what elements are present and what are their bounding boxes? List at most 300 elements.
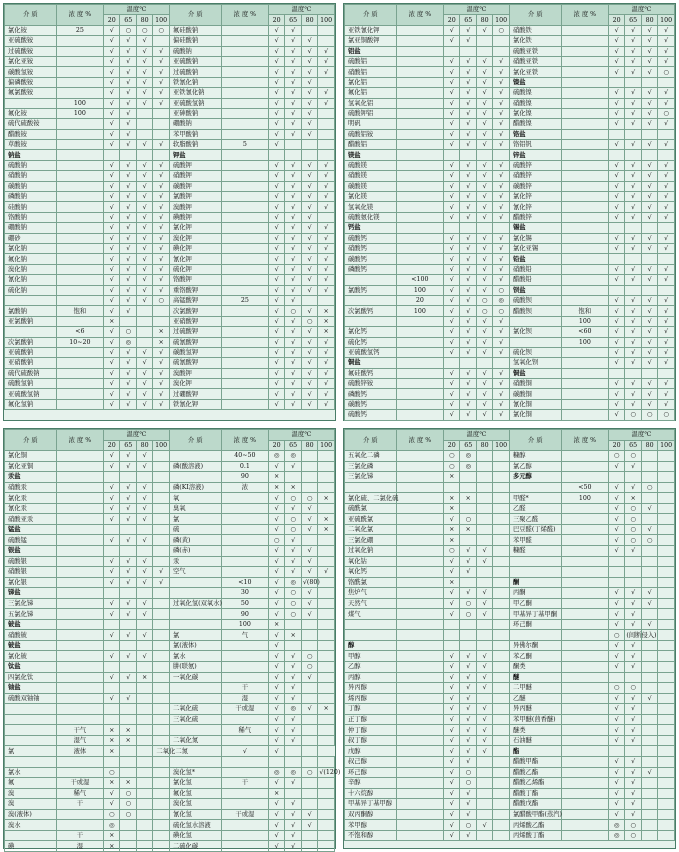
concentration-value	[221, 202, 268, 212]
rating-cell: √	[285, 108, 301, 118]
rating-cell: ○	[443, 451, 459, 462]
medium-name: 硫代硫酸铵	[5, 119, 57, 129]
concentration-value	[56, 140, 103, 150]
rating-cell: ×	[318, 514, 335, 525]
group-heading: 铅盐	[509, 254, 561, 264]
concentration-value	[221, 640, 268, 651]
rating-cell: √	[120, 285, 136, 295]
rating-cell	[120, 524, 136, 535]
rating-cell: √	[443, 368, 459, 378]
rating-cell	[493, 150, 510, 160]
table-row	[5, 640, 335, 651]
rating-cell: √	[608, 493, 624, 504]
rating-cell: √	[460, 788, 476, 799]
rating-cell: √	[460, 202, 476, 212]
rating-cell: √	[443, 746, 459, 757]
rating-cell: √	[658, 264, 675, 274]
medium-name: 过硫酸铵	[5, 46, 57, 56]
concentration-value	[396, 389, 443, 399]
rating-cell: √	[120, 129, 136, 139]
rating-cell	[641, 746, 657, 757]
rating-cell: ○	[285, 588, 301, 599]
medium-name: 氟化铵	[5, 108, 57, 118]
concentration-value	[561, 275, 608, 285]
rating-cell	[120, 546, 136, 557]
rating-cell: √	[608, 778, 624, 789]
medium-name: 氰化钠	[5, 275, 57, 285]
table-row	[5, 619, 335, 630]
concentration-value	[221, 535, 268, 546]
concentration-value	[221, 788, 268, 799]
rating-cell	[641, 683, 657, 694]
medium-name: 碘	[5, 841, 57, 852]
medium-name: 过硫酸钾	[169, 327, 221, 337]
rating-cell: √	[460, 347, 476, 357]
table-row	[5, 472, 335, 483]
medium-name	[509, 567, 561, 578]
rating-cell: √	[493, 212, 510, 222]
table-row	[345, 88, 675, 98]
concentration-value	[221, 88, 268, 98]
medium-name: 醋酸镍	[509, 119, 561, 129]
rating-cell: √	[608, 347, 624, 357]
medium-name: 三氧化硫	[169, 714, 221, 725]
rating-cell: √	[608, 735, 624, 746]
rating-cell: √	[460, 316, 476, 326]
rating-cell	[443, 150, 459, 160]
medium-name: 氯醋酸甲酯(蒸汽)	[509, 809, 561, 820]
concentration-value	[561, 223, 608, 233]
rating-cell	[318, 788, 335, 799]
rating-cell	[658, 577, 675, 588]
medium-name: 磷(黄)	[169, 535, 221, 546]
rating-cell: √	[658, 306, 675, 316]
rating-cell: √	[658, 337, 675, 347]
rating-cell	[153, 36, 170, 46]
rating-cell: √	[268, 461, 284, 472]
concentration-value	[396, 379, 443, 389]
rating-cell: √	[443, 399, 459, 409]
medium-name: 硝酸钠	[5, 171, 57, 181]
concentration-value: <60	[561, 327, 608, 337]
rating-cell	[120, 640, 136, 651]
table-row	[5, 482, 335, 493]
medium-name: 氯化亚铵	[5, 56, 57, 66]
rating-cell: √	[625, 693, 641, 704]
rating-cell: √	[608, 410, 624, 420]
rating-cell	[103, 619, 119, 630]
concentration-value	[56, 212, 103, 222]
rating-cell	[318, 598, 335, 609]
rating-cell: √	[103, 799, 119, 810]
rating-cell: √	[153, 181, 170, 191]
concentration-value	[396, 809, 443, 820]
rating-cell	[318, 535, 335, 546]
medium-name: 氯	[5, 746, 57, 757]
rating-cell: √	[608, 98, 624, 108]
concentration-value	[396, 410, 443, 420]
rating-cell	[443, 640, 459, 651]
medium-name	[509, 337, 561, 347]
rating-cell: √	[318, 567, 335, 578]
rating-cell: √	[318, 46, 335, 56]
medium-name: 磷(酸溶液)	[169, 461, 221, 472]
table-row	[345, 514, 675, 525]
rating-cell	[285, 746, 301, 757]
rating-cell	[153, 799, 170, 810]
rating-cell: √	[318, 67, 335, 77]
rating-cell: ×	[103, 735, 119, 746]
concentration-value	[221, 171, 268, 181]
rating-cell: √	[625, 108, 641, 118]
medium-name: 亚硝酸钠	[5, 358, 57, 368]
concentration-value	[396, 327, 443, 337]
rating-cell: ×	[318, 704, 335, 715]
rating-cell	[153, 119, 170, 129]
rating-cell	[136, 472, 152, 483]
rating-cell	[493, 788, 510, 799]
medium-name: 硫化钠	[5, 285, 57, 295]
table-row	[345, 327, 675, 337]
concentration-value	[561, 285, 608, 295]
rating-cell: ○	[443, 461, 459, 472]
rating-cell: √	[476, 98, 492, 108]
rating-cell: √	[318, 379, 335, 389]
rating-cell: √	[103, 77, 119, 87]
rating-cell	[641, 472, 657, 483]
concentration-value	[396, 243, 443, 253]
rating-cell	[318, 841, 335, 852]
rating-cell: √	[120, 493, 136, 504]
rating-cell: √	[268, 399, 284, 409]
concentration-value	[221, 714, 268, 725]
concentration-value	[221, 243, 268, 253]
rating-cell	[658, 223, 675, 233]
concentration-value: 干或湿	[221, 704, 268, 715]
rating-cell	[318, 556, 335, 567]
rating-cell: √	[608, 535, 624, 546]
rating-cell: √	[460, 233, 476, 243]
rating-cell: √	[268, 704, 284, 715]
rating-cell: ○	[625, 683, 641, 694]
header-medium: 介 质	[345, 5, 397, 26]
group-heading: 锑盐	[5, 588, 57, 599]
group-heading: 铍盐	[5, 640, 57, 651]
medium-name: 叔己醇	[345, 756, 397, 767]
concentration-value	[561, 619, 608, 630]
concentration-value	[561, 295, 608, 305]
rating-cell: √	[608, 67, 624, 77]
rating-cell: √	[136, 358, 152, 368]
rating-cell: √	[460, 588, 476, 599]
table-row	[345, 160, 675, 170]
header-temp-65: 65	[625, 440, 641, 451]
rating-cell: ×	[103, 725, 119, 736]
rating-cell: √	[285, 799, 301, 810]
rating-cell	[136, 327, 152, 337]
rating-cell	[460, 223, 476, 233]
rating-cell: √	[625, 735, 641, 746]
medium-name: 醋酸甲酯	[509, 756, 561, 767]
rating-cell: √	[443, 693, 459, 704]
rating-cell: √	[608, 725, 624, 736]
rating-cell: √	[153, 577, 170, 588]
rating-cell: √	[625, 212, 641, 222]
rating-cell: √	[268, 316, 284, 326]
rating-cell: √	[608, 140, 624, 150]
rating-cell: ○	[301, 662, 317, 673]
rating-cell: √	[301, 88, 317, 98]
rating-cell: √	[608, 379, 624, 389]
table-row	[345, 223, 675, 233]
rating-cell: √	[301, 67, 317, 77]
concentration-value	[561, 192, 608, 202]
rating-cell: √	[443, 275, 459, 285]
table-row	[345, 778, 675, 789]
medium-name: 氰化钾	[169, 254, 221, 264]
rating-cell: √	[318, 368, 335, 378]
rating-cell	[625, 285, 641, 295]
table-row	[345, 619, 675, 630]
rating-cell: √	[641, 693, 657, 704]
medium-name: 氯化亚铜	[5, 461, 57, 472]
concentration-value	[56, 640, 103, 651]
concentration-value	[56, 472, 103, 483]
rating-cell: √	[268, 368, 284, 378]
rating-cell: √	[658, 275, 675, 285]
rating-cell	[476, 567, 492, 578]
rating-cell: √	[136, 140, 152, 150]
rating-cell: √	[658, 295, 675, 305]
rating-cell: √	[103, 368, 119, 378]
concentration-value	[561, 503, 608, 514]
rating-cell	[641, 577, 657, 588]
rating-cell: √	[493, 181, 510, 191]
rating-cell: √	[136, 399, 152, 409]
table-row	[345, 830, 675, 841]
rating-cell: √	[641, 524, 657, 535]
rating-cell: √	[268, 56, 284, 66]
rating-cell	[301, 841, 317, 852]
rating-cell	[120, 830, 136, 841]
medium-name: 氢氧化钡	[509, 358, 561, 368]
rating-cell	[460, 482, 476, 493]
rating-cell	[493, 830, 510, 841]
medium-name: 亚氯酸钠	[5, 316, 57, 326]
rating-cell	[318, 588, 335, 599]
rating-cell: ×	[318, 327, 335, 337]
concentration-value	[221, 337, 268, 347]
rating-cell	[608, 150, 624, 160]
table-row	[345, 243, 675, 253]
rating-cell	[625, 472, 641, 483]
rating-cell	[460, 503, 476, 514]
table-row	[5, 451, 335, 462]
rating-cell: √	[136, 482, 152, 493]
medium-name	[5, 714, 57, 725]
table-row	[5, 567, 335, 578]
rating-cell: √	[460, 160, 476, 170]
rating-cell	[476, 767, 492, 778]
concentration-value	[56, 316, 103, 326]
rating-cell: √	[641, 160, 657, 170]
rating-cell: √	[103, 598, 119, 609]
rating-cell: √	[443, 56, 459, 66]
rating-cell: ○	[285, 524, 301, 535]
concentration-value	[561, 577, 608, 588]
table-row	[5, 524, 335, 535]
rating-cell	[120, 841, 136, 852]
rating-cell	[443, 223, 459, 233]
rating-cell	[268, 756, 284, 767]
rating-cell: √	[301, 598, 317, 609]
table-row	[5, 171, 335, 181]
rating-cell: √	[103, 451, 119, 462]
medium-name	[5, 725, 57, 736]
rating-cell: ○	[136, 25, 152, 35]
rating-cell: √	[136, 264, 152, 274]
medium-name: 溴酸钾	[169, 202, 221, 212]
rating-cell: √	[268, 202, 284, 212]
rating-cell: √	[641, 171, 657, 181]
rating-cell: ◎	[493, 295, 510, 305]
concentration-value	[396, 399, 443, 409]
rating-cell: √	[658, 140, 675, 150]
group-heading: 醇	[345, 640, 397, 651]
concentration-value	[396, 546, 443, 557]
rating-cell: √	[153, 202, 170, 212]
rating-cell	[658, 619, 675, 630]
rating-cell: √	[460, 746, 476, 757]
rating-cell: √	[268, 243, 284, 253]
concentration-value: 液体	[56, 746, 103, 757]
concentration-value	[221, 67, 268, 77]
rating-cell: √	[443, 756, 459, 767]
rating-cell: √	[625, 598, 641, 609]
rating-cell: √	[103, 389, 119, 399]
concentration-value	[561, 368, 608, 378]
rating-cell: √	[608, 46, 624, 56]
rating-cell: √	[103, 67, 119, 77]
medium-name: 氯化亚锡	[509, 243, 561, 253]
concentration-value	[561, 410, 608, 420]
rating-cell: √	[136, 389, 152, 399]
concentration-value	[396, 714, 443, 725]
concentration-value	[396, 788, 443, 799]
rating-cell: √	[608, 514, 624, 525]
table-row	[345, 672, 675, 683]
concentration-value	[56, 451, 103, 462]
concentration-value	[56, 672, 103, 683]
rating-cell: √	[136, 630, 152, 641]
rating-cell: √	[285, 233, 301, 243]
rating-cell	[460, 535, 476, 546]
rating-cell	[153, 704, 170, 715]
medium-name	[5, 735, 57, 746]
rating-cell: ○	[625, 820, 641, 831]
rating-cell: √	[268, 735, 284, 746]
rating-cell: √	[120, 535, 136, 546]
rating-cell: ×	[103, 778, 119, 789]
header-medium: 介 质	[5, 5, 57, 26]
rating-cell: √	[493, 379, 510, 389]
concentration-value	[396, 233, 443, 243]
rating-cell: √	[608, 609, 624, 620]
rating-cell	[301, 778, 317, 789]
medium-name: 醋酸铝	[345, 140, 397, 150]
table-row	[345, 129, 675, 139]
group-heading: 铬盐	[509, 129, 561, 139]
medium-name: 硝酸镍	[509, 98, 561, 108]
rating-cell: √	[153, 264, 170, 274]
rating-cell	[318, 77, 335, 87]
rating-cell: √	[103, 223, 119, 233]
rating-cell: √	[268, 778, 284, 789]
table-row	[345, 108, 675, 118]
concentration-value: 100	[396, 306, 443, 316]
rating-cell: √	[103, 493, 119, 504]
rating-cell	[476, 619, 492, 630]
rating-cell	[153, 451, 170, 462]
concentration-value	[396, 472, 443, 483]
panel-top-right	[343, 3, 676, 421]
table-row	[5, 809, 335, 820]
rating-cell: √	[120, 306, 136, 316]
rating-cell: √	[658, 36, 675, 46]
rating-cell: √	[625, 756, 641, 767]
concentration-value	[561, 567, 608, 578]
rating-cell: √	[443, 202, 459, 212]
rating-cell	[641, 546, 657, 557]
concentration-value	[56, 160, 103, 170]
rating-cell	[136, 662, 152, 673]
table-row	[345, 379, 675, 389]
rating-cell: √	[493, 202, 510, 212]
rating-cell: √	[103, 140, 119, 150]
medium-name	[345, 316, 397, 326]
concentration-value	[561, 56, 608, 66]
concentration-value	[396, 171, 443, 181]
rating-cell: √	[301, 192, 317, 202]
rating-cell	[658, 767, 675, 778]
concentration-value	[56, 295, 103, 305]
concentration-value	[561, 598, 608, 609]
medium-name: 溴酸钾	[169, 368, 221, 378]
rating-cell: √	[301, 704, 317, 715]
table-row	[345, 25, 675, 35]
rating-cell	[641, 662, 657, 673]
table-row	[5, 295, 335, 305]
rating-cell: √	[103, 788, 119, 799]
medium-name: 磷酸钙	[345, 389, 397, 399]
rating-cell: √	[625, 316, 641, 326]
medium-name: 氯化钡	[509, 327, 561, 337]
rating-cell: √	[641, 619, 657, 630]
header-temp-65: 65	[285, 440, 301, 451]
rating-cell: √	[268, 160, 284, 170]
rating-cell: ○	[625, 410, 641, 420]
rating-cell: √	[103, 295, 119, 305]
rating-cell: √	[285, 56, 301, 66]
medium-name: 铁氰化钾	[169, 399, 221, 409]
rating-cell: √	[443, 67, 459, 77]
rating-cell: √	[103, 129, 119, 139]
concentration-value	[561, 672, 608, 683]
rating-cell: √	[493, 119, 510, 129]
rating-cell: ○	[120, 809, 136, 820]
concentration-value	[56, 704, 103, 715]
rating-cell: ○	[153, 25, 170, 35]
